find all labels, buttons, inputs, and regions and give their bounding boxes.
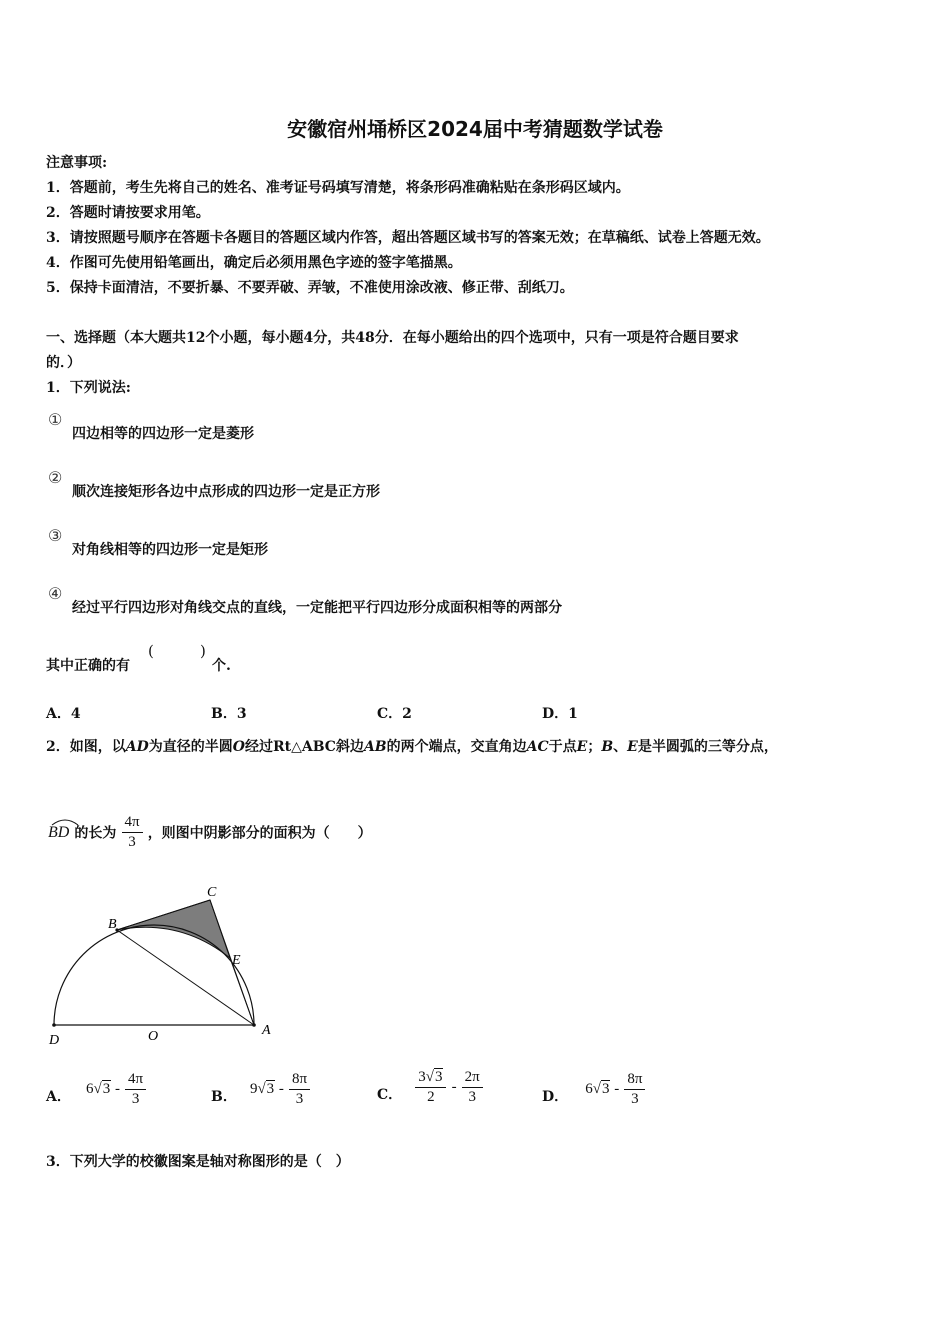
label-c: C bbox=[207, 885, 217, 900]
segment-ba bbox=[117, 930, 254, 1025]
q2-stem: 2．如图，以AD为直径的半圆O经过Rt△ABC斜边AB的两个端点，交直角边AC于点E；B、E是半圆弧的三等分点， bbox=[46, 739, 778, 755]
q2-arc-length-line bbox=[48, 813, 372, 849]
q1-paren-open: ( bbox=[148, 642, 154, 660]
q1-option-d: D．1 bbox=[542, 706, 578, 722]
arc-length-text: 的长为 bbox=[74, 825, 117, 842]
notice-heading: 注意事项: bbox=[46, 155, 108, 171]
q1-stem: 1．下列说法: bbox=[46, 380, 131, 396]
q1-statement-2: 顺次连接矩形各边中点形成的四边形一定是正方形 bbox=[72, 484, 380, 500]
section-heading-line1: 一、选择题（本大题共12个小题，每小题4分，共48分．在每小题给出的四个选项中，只有一项是符合题目要求 bbox=[46, 330, 739, 346]
notice-item-5: 5．保持卡面清洁，不要折暴、不要弄破、弄皱，不准使用涂改液、修正带、刮纸刀。 bbox=[46, 280, 574, 296]
q1-tail-suffix: 个. bbox=[212, 658, 231, 674]
q2-option-a: A． 6√3 - $\frac{4\pi}{3}$ bbox=[46, 1070, 146, 1114]
arc-symbol-icon bbox=[50, 818, 80, 826]
q1-statement-mark-3: ③ bbox=[48, 526, 63, 545]
label-b: B bbox=[108, 917, 117, 932]
q1-paren-close: ) bbox=[200, 642, 206, 660]
label-e: E bbox=[232, 953, 241, 968]
q1-option-a: A．4 bbox=[46, 706, 81, 722]
point-d bbox=[52, 1023, 56, 1027]
section-heading-line2: 的．） bbox=[46, 355, 81, 371]
label-o: O bbox=[148, 1029, 159, 1044]
notice-item-4: 4．作图可先使用铅笔画出，确定后必须用黑色字迹的签字笔描黑。 bbox=[46, 255, 462, 271]
q2-option-b: B． 9√3 - $\frac{8\pi}{3}$ bbox=[211, 1070, 310, 1114]
q2-option-d: D． 6√3 - $\frac{8\pi}{3}$ bbox=[542, 1070, 645, 1114]
q1-option-c: C．2 bbox=[377, 706, 412, 722]
q1-statement-mark-4: ④ bbox=[48, 584, 63, 603]
q2-figure bbox=[40, 878, 290, 1053]
page-title: 安徽宿州埇桥区2024届中考猜题数学试卷 bbox=[287, 117, 663, 141]
q1-statement-mark-1: ① bbox=[48, 410, 63, 429]
q1-option-b: B．3 bbox=[211, 706, 247, 722]
notice-item-1: 1．答题前，考生先将自己的姓名、准考证号码填写清楚，将条形码准确粘贴在条形码区域内。 bbox=[46, 180, 630, 196]
arc-label: BD bbox=[48, 824, 70, 842]
q1-statement-mark-2: ② bbox=[48, 468, 63, 487]
notice-item-3: 3．请按照题号顺序在答题卡各题目的答题区域内作答，超出答题区域书写的答案无效；在草稿纸、试卷上答题无效。 bbox=[46, 230, 770, 246]
q1-statement-4: 经过平行四边形对角线交点的直线，一定能把平行四边形分成面积相等的两部分 bbox=[72, 600, 562, 616]
arc-length-tail: ，则图中阴影部分的面积为（ ） bbox=[147, 825, 372, 842]
notice-item-2: 2．答题时请按要求用笔。 bbox=[46, 205, 210, 221]
q2-option-c: C． $\frac{3√3}{2}$ - $\frac{2\pi}{3}$ bbox=[377, 1068, 483, 1114]
q1-statement-3: 对角线相等的四边形一定是矩形 bbox=[72, 542, 268, 558]
point-a bbox=[252, 1023, 256, 1027]
label-a: A bbox=[262, 1023, 271, 1038]
label-d: D bbox=[49, 1033, 60, 1048]
arc-length-fraction: $\frac{4\pi}{3}$ bbox=[122, 813, 143, 852]
q3-stem: 3．下列大学的校徽图案是轴对称图形的是（ ） bbox=[46, 1154, 350, 1170]
segment-ea bbox=[230, 958, 254, 1025]
q1-tail-prefix: 其中正确的有 bbox=[46, 658, 130, 674]
q1-statement-1: 四边相等的四边形一定是菱形 bbox=[72, 426, 254, 442]
